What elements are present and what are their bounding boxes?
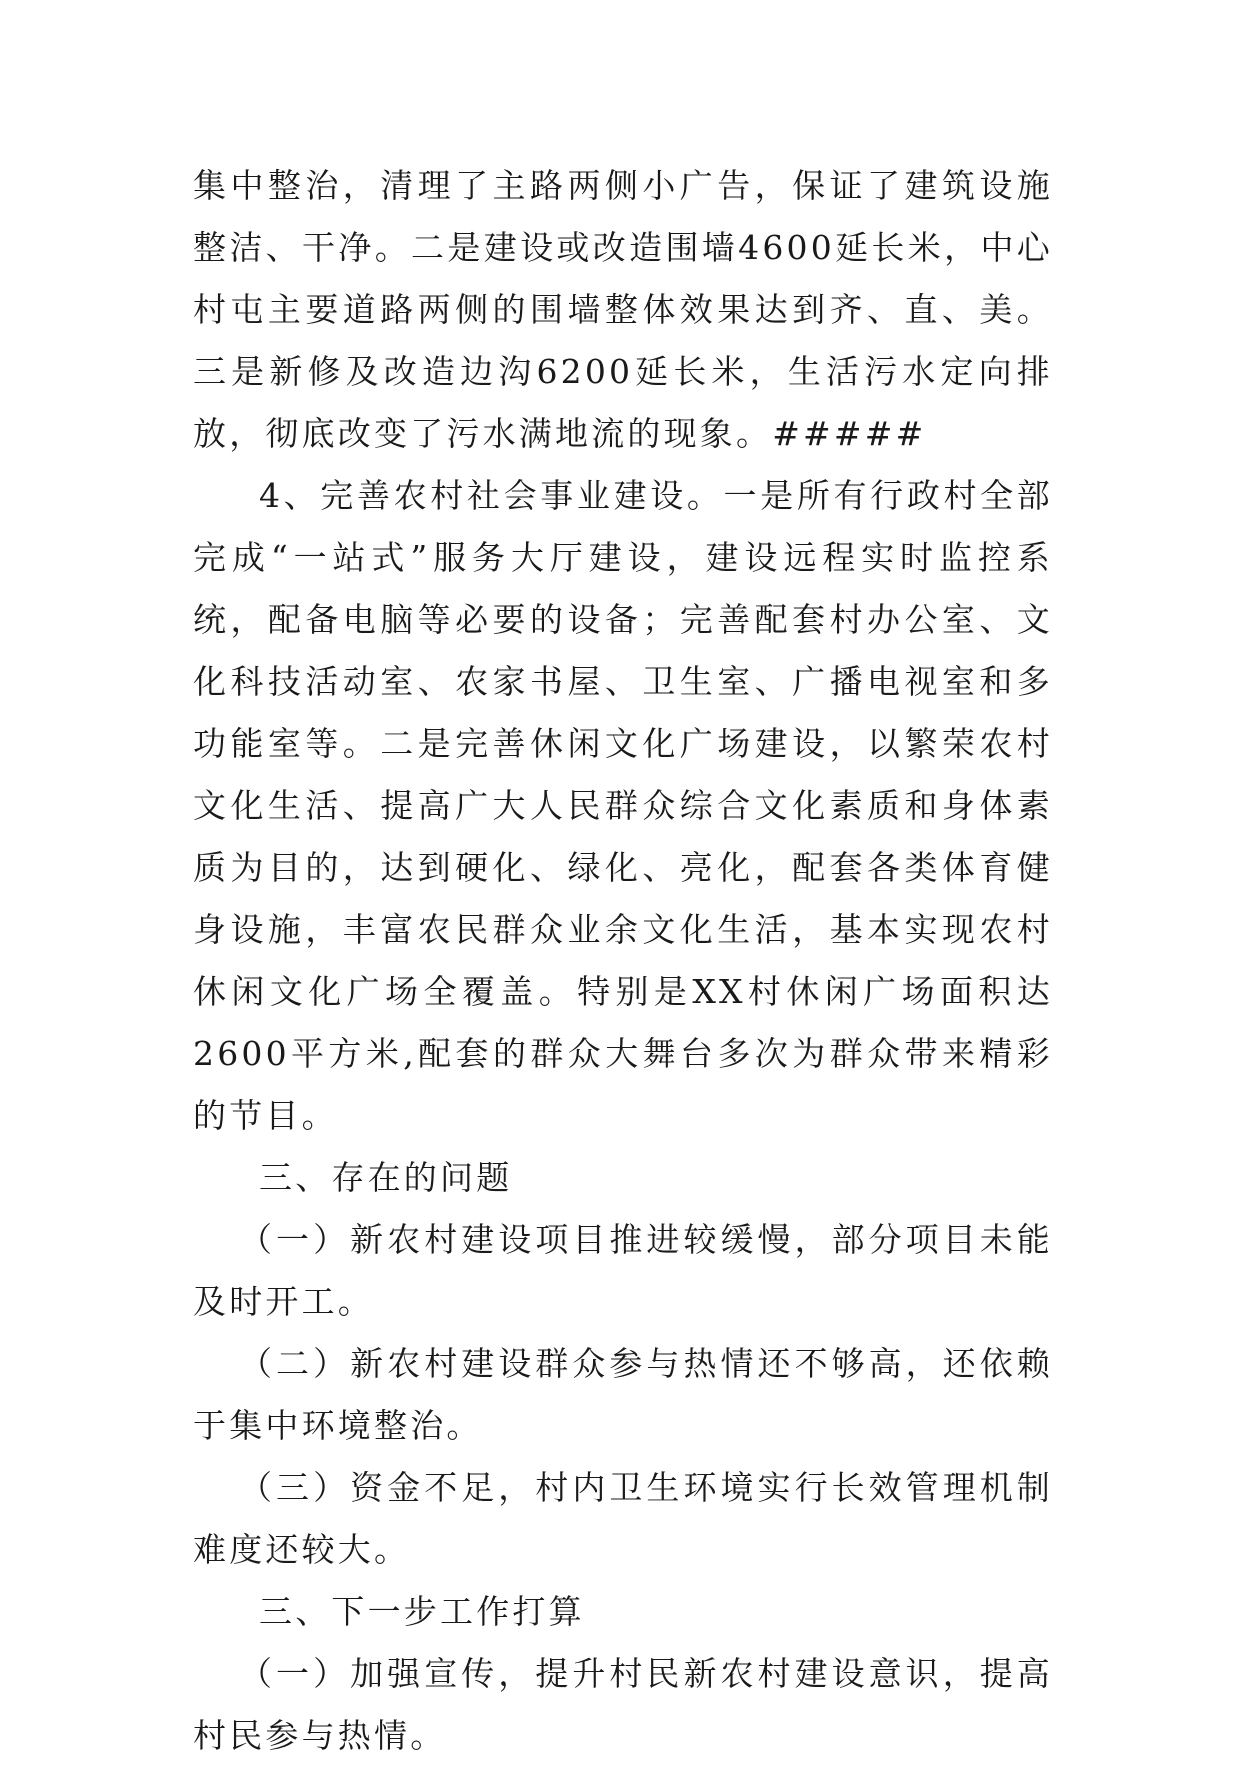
- problem-item-2: （二）新农村建设群众参与热情还不够高，还依赖于集中环境整治。: [193, 1344, 1053, 1445]
- next-step-item-1: （一）加强宣传，提升村民新农村建设意识，提高村民参与热情。: [193, 1654, 1053, 1755]
- problem-item-3: （三）资金不足，村内卫生环境实行长效管理机制难度还较大。: [193, 1468, 1053, 1569]
- document-body: [193, 155, 1053, 1767]
- paragraph-continuation: 集中整治，清理了主路两侧小广告，保证了建筑设施整洁、干净。二是建设或改造围墙4600延长米，中心村屯主要道路两侧的围墙整体效果达到齐、直、美。三是新修及改造边沟6200延长米，生活污水定向排放，彻底改变了污水满地流的现象。#####: [193, 166, 1053, 453]
- section-heading-next-steps: 三、下一步工作打算: [259, 1592, 585, 1631]
- paragraph-social-undertakings: 4、完善农村社会事业建设。一是所有行政村全部完成“一站式”服务大厅建设，建设远程实时监控系统，配备电脑等必要的设备；完善配套村办公室、文化科技活动室、农家书屋、卫生室、广播电视室和多功能室等。二是完善休闲文化广场建设，以繁荣农村文化生活、提高广大人民群众综合文化素质和身体素质为目的，达到硬化、绿化、亮化，配套各类体育健身设施，丰富农民群众业余文化生活，基本实现农村休闲文化广场全覆盖。特别是XX村休闲广场面积达2600平方米,配套的群众大舞台多次为群众带来精彩的节目。: [193, 476, 1053, 1135]
- problem-item-1: （一）新农村建设项目推进较缓慢，部分项目未能及时开工。: [193, 1220, 1053, 1321]
- section-heading-problems: 三、存在的问题: [259, 1158, 513, 1197]
